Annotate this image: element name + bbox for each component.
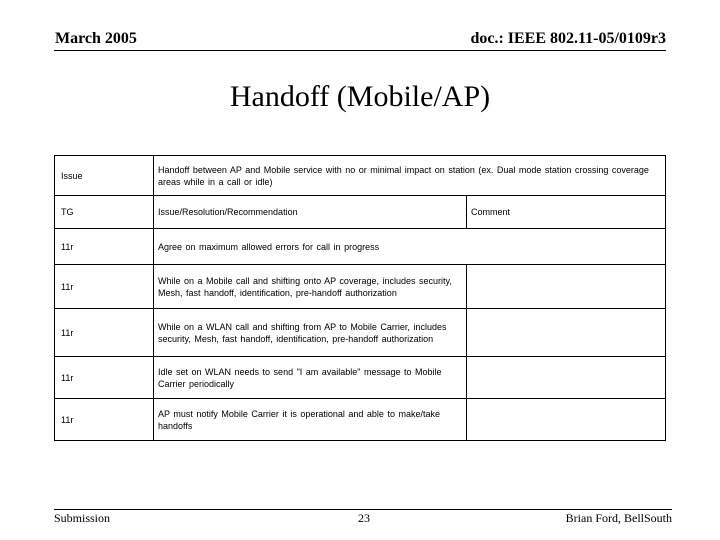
row-comment	[467, 265, 666, 309]
header-divider	[54, 50, 666, 51]
table-row	[55, 357, 666, 399]
page-number: 23	[358, 511, 370, 525]
row-tg: 11r	[55, 357, 154, 399]
row-desc: While on a WLAN call and shifting from AP to Mobile Carrier, includes security, Mesh, fast handoff, identification, pre-handoff authorization	[154, 309, 467, 357]
footer-divider	[54, 509, 672, 510]
row-comment	[467, 399, 666, 441]
issue-text: Handoff between AP and Mobile service with no or minimal impact on station (ex. Dual mode station crossing coverage areas while in a call or idle)	[154, 156, 666, 196]
issue-row	[55, 156, 666, 196]
table-header-row	[55, 196, 666, 229]
row-desc: While on a Mobile call and shifting onto AP coverage, includes security, Mesh, fast handoff, identification, pre-handoff authorization	[154, 265, 467, 309]
row-desc: Agree on maximum allowed errors for call in progress	[154, 229, 666, 265]
footer-author: Brian Ford, BellSouth	[565, 511, 672, 525]
header-tg: TG	[55, 196, 154, 229]
row-tg: 11r	[55, 399, 154, 441]
footer-submission: Submission	[54, 511, 111, 525]
issue-label: Issue	[55, 156, 154, 196]
table-row	[55, 309, 666, 357]
row-comment	[467, 309, 666, 357]
row-desc: AP must notify Mobile Carrier it is operational and able to make/take handoffs	[154, 399, 467, 441]
slide-title: Handoff (Mobile/AP)	[229, 80, 491, 113]
header-comment: Comment	[467, 196, 666, 229]
header-date: March 2005	[55, 30, 137, 47]
row-comment	[467, 357, 666, 399]
row-tg: 11r	[55, 265, 154, 309]
table-row	[55, 399, 666, 441]
header-doc-id: doc.: IEEE 802.11-05/0109r3	[470, 30, 666, 47]
header-desc: Issue/Resolution/Recommendation	[154, 196, 467, 229]
row-tg: 11r	[55, 229, 154, 265]
table-row	[55, 229, 666, 265]
row-desc: Idle set on WLAN needs to send "I am available" message to Mobile Carrier periodically	[154, 357, 467, 399]
table-row	[55, 265, 666, 309]
handoff-table	[54, 155, 666, 441]
row-tg: 11r	[55, 309, 154, 357]
